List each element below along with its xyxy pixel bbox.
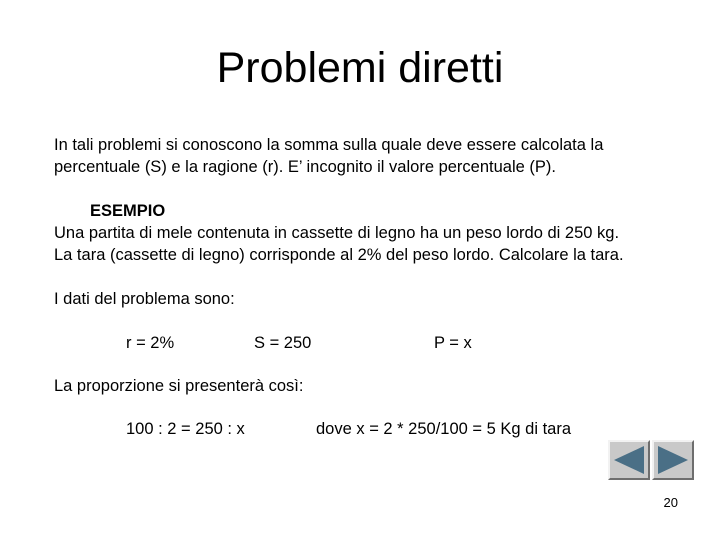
example-line-2: La tara (cassette di legno) corrisponde al 2% del peso lordo. Calcolare la tara. — [54, 246, 624, 264]
data-value-r: r = 2% — [126, 334, 175, 352]
data-value-s: S = 250 — [254, 334, 312, 352]
example-heading: ESEMPIO — [90, 202, 166, 220]
intro-line-1: In tali problemi si conoscono la somma sulla quale deve essere calcolata la — [54, 136, 604, 154]
slide-title: Problemi diretti — [216, 44, 504, 92]
proportion-heading: La proporzione si presenterà così: — [54, 377, 304, 395]
example-line-1: Una partita di mele contenuta in cassette di legno ha un peso lordo di 250 kg. — [54, 224, 620, 242]
previous-slide-button[interactable] — [608, 440, 650, 480]
next-slide-button[interactable] — [652, 440, 694, 480]
solution-formula: dove x = 2 * 250/100 = 5 Kg di tara — [316, 420, 572, 438]
intro-line-2: percentuale (S) e la ragione (r). E’ incognito il valore percentuale (P). — [54, 158, 556, 176]
triangle-right-icon — [654, 442, 692, 478]
triangle-left-icon — [610, 442, 648, 478]
data-heading: I dati del problema sono: — [54, 290, 235, 308]
proportion-formula: 100 : 2 = 250 : x — [126, 420, 245, 438]
data-value-p: P = x — [434, 334, 472, 352]
page-number: 20 — [663, 495, 678, 510]
